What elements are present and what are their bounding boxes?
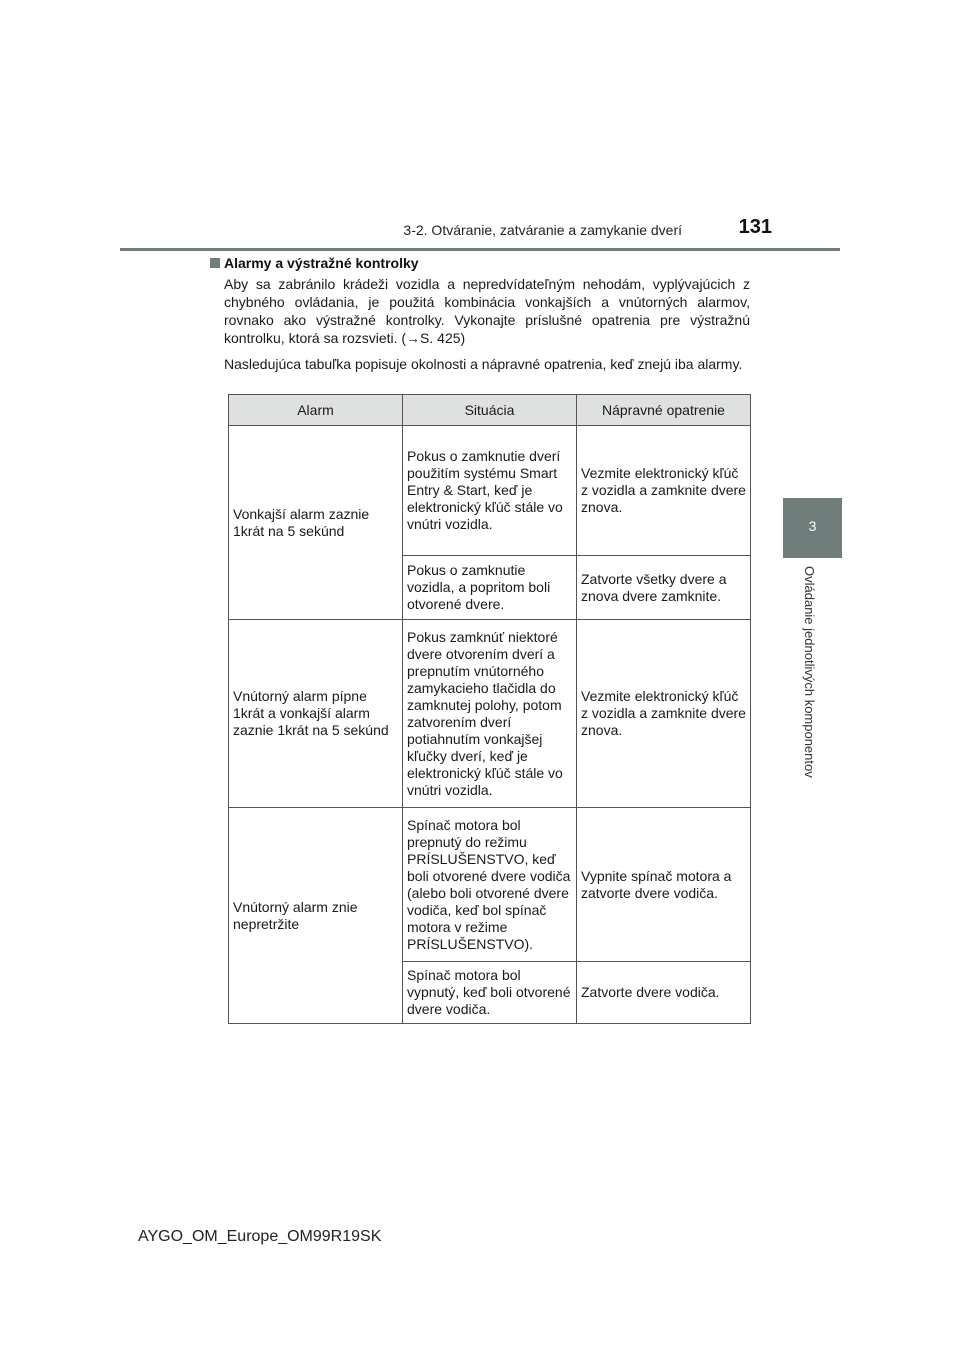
intro-paragraph: Aby sa zabránilo krádeži vozidla a nepredvídateľným nehodám, vyplývajúcich z chybného ovládania, je použitá kombinácia vonkajších a vnútorných alarmov, rovnako ako výstražné kontrolky. Vykonajte príslušné opatrenia pre výstražnú kontrolku, ktorá sa rozsvieti. (→S. 425) xyxy=(224,276,750,346)
alarm-cell: Vonkajší alarm zaznie 1krát na 5 sekúnd xyxy=(229,426,403,620)
column-header-alarm: Alarm xyxy=(229,395,403,426)
section-heading-text: Alarmy a výstražné kontrolky xyxy=(224,255,419,271)
page-header xyxy=(120,214,840,251)
alarm-cell: Vnútorný alarm pípne 1krát a vonkajší alarm zaznie 1krát na 5 sekúnd xyxy=(229,620,403,808)
table-row xyxy=(229,426,751,556)
action-cell: Zatvorte všetky dvere a znova dvere zamknite. xyxy=(577,556,751,620)
situation-cell: Pokus o zamknutie vozidla, a popritom boli otvorené dvere. xyxy=(403,556,577,620)
alarm-table xyxy=(228,394,751,1024)
square-bullet-icon xyxy=(210,258,220,268)
table-header-row xyxy=(229,395,751,426)
chapter-label: Ovládanie jednotlivých komponentov xyxy=(802,566,817,778)
action-cell: Vypnite spínač motora a zatvorte dvere vodiča. xyxy=(577,808,751,962)
section-content xyxy=(210,254,750,373)
situation-cell: Pokus zamknúť niektoré dvere otvorením dverí a prepnutím vnútorného zamykacieho tlačidla do zamknutej polohy, potom zatvorením dverí potiahnutím vonkajšej kľučky dverí, keď je elektronický kľúč stále vo vnútri vozidla. xyxy=(403,620,577,808)
action-cell: Zatvorte dvere vodiča. xyxy=(577,962,751,1024)
table-row xyxy=(229,620,751,808)
alarm-table-wrapper xyxy=(228,394,750,1024)
action-cell: Vezmite elektronický kľúč z vozidla a zamknite dvere znova. xyxy=(577,620,751,808)
section-heading xyxy=(210,254,750,272)
table-row xyxy=(229,808,751,962)
document-code: AYGO_OM_Europe_OM99R19SK xyxy=(138,1228,382,1245)
chapter-number: 3 xyxy=(808,518,817,534)
action-cell: Vezmite elektronický kľúč z vozidla a zamknite dvere znova. xyxy=(577,426,751,556)
situation-cell: Spínač motora bol prepnutý do režimu PRÍSLUŠENSTVO, keď boli otvorené dvere vodiča (alebo boli otvorené dvere vodiča, keď bol spínač motora v režime PRÍSLUŠENSTVO). xyxy=(403,808,577,962)
situation-cell: Pokus o zamknutie dverí použitím systému Smart Entry & Start, keď je elektronický kľúč stále vo vnútri vozidla. xyxy=(403,426,577,556)
alarm-cell: Vnútorný alarm znie nepretržite xyxy=(229,808,403,1024)
situation-cell: Spínač motora bol vypnutý, keď boli otvorené dvere vodiča. xyxy=(403,962,577,1024)
section-title: 3-2. Otváranie, zatváranie a zamykanie dverí xyxy=(403,222,682,238)
table-intro-paragraph: Nasledujúca tabuľka popisuje okolnosti a nápravné opatrenia, keď znejú iba alarmy. xyxy=(224,356,743,372)
page-number: 131 xyxy=(738,216,772,238)
column-header-situation: Situácia xyxy=(403,395,577,426)
chapter-tab xyxy=(783,498,842,558)
column-header-action: Nápravné opatrenie xyxy=(577,395,751,426)
